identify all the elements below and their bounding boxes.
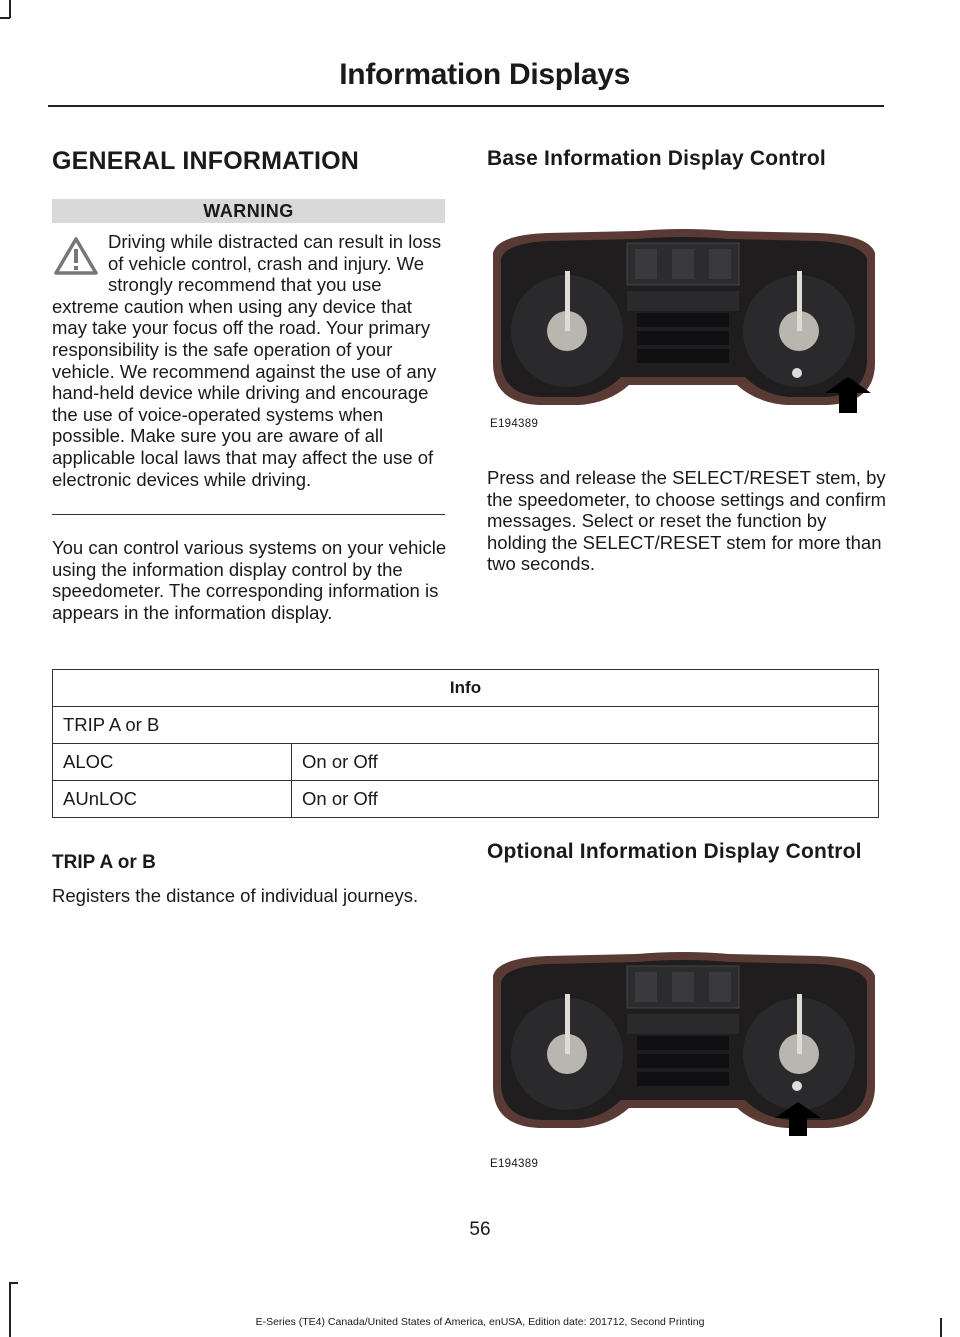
page-number: 56 xyxy=(469,1219,491,1240)
table-cell: AUnLOC xyxy=(53,781,292,818)
section-heading: GENERAL INFORMATION xyxy=(52,147,360,175)
table-cell: On or Off xyxy=(292,781,879,818)
warning-rule xyxy=(52,514,445,515)
header-rule xyxy=(48,105,884,107)
footer-text: E-Series (TE4) Canada/United States of America, enUSA, Edition date: 201712, Second Printing xyxy=(255,1316,705,1328)
figure-code: E194389 xyxy=(490,1158,539,1170)
warning-icon-spacer xyxy=(52,231,108,291)
figure-code: E194389 xyxy=(490,418,539,430)
crop-mark-bottom-left-v xyxy=(9,1282,11,1337)
table-cell: TRIP A or B xyxy=(53,707,879,744)
table-row xyxy=(53,781,879,818)
intro-paragraph: You can control various systems on your vehicle using the information display control by the speedometer. The corresponding information is appears in the information display. xyxy=(52,537,447,623)
table-header: Info xyxy=(53,670,879,707)
base-control-paragraph: Press and release the SELECT/RESET stem, by the speedometer, to choose settings and confirm messages. Select or reset the function by holding the SELECT/RESET stem for more than two seconds. xyxy=(487,467,887,575)
page-header-title: Information Displays xyxy=(339,58,630,91)
crop-mark-top-left-h xyxy=(0,17,10,19)
table-row xyxy=(53,707,879,744)
trip-paragraph: Registers the distance of individual journeys. xyxy=(52,885,419,906)
optional-control-heading: Optional Information Display Control xyxy=(487,840,862,863)
base-control-heading: Base Information Display Control xyxy=(487,147,826,170)
table-header-row xyxy=(53,670,879,707)
table-cell: On or Off xyxy=(292,744,879,781)
crop-mark-top-left-v xyxy=(9,0,11,18)
warning-label: WARNING xyxy=(52,199,445,223)
crop-mark-bottom-left-h xyxy=(9,1282,18,1284)
instrument-cluster-figure xyxy=(487,936,879,1136)
table-cell: ALOC xyxy=(53,744,292,781)
trip-heading: TRIP A or B xyxy=(52,852,156,873)
instrument-cluster-figure xyxy=(487,213,879,413)
warning-body xyxy=(52,231,448,490)
warning-text: Driving while distracted can result in loss of vehicle control, crash and injury. We strongly recommend that you use extreme caution when using any device that may take your focus off the road. Your primary responsibility is the safe operation of your vehicle. We recommend against the use of any hand-held device while driving and encourage the use of voice-operated systems when possible. Make sure you are aware of all applicable local laws that may affect the use of electronic devices while driving. xyxy=(52,231,442,490)
table-row xyxy=(53,744,879,781)
info-table xyxy=(52,669,879,818)
